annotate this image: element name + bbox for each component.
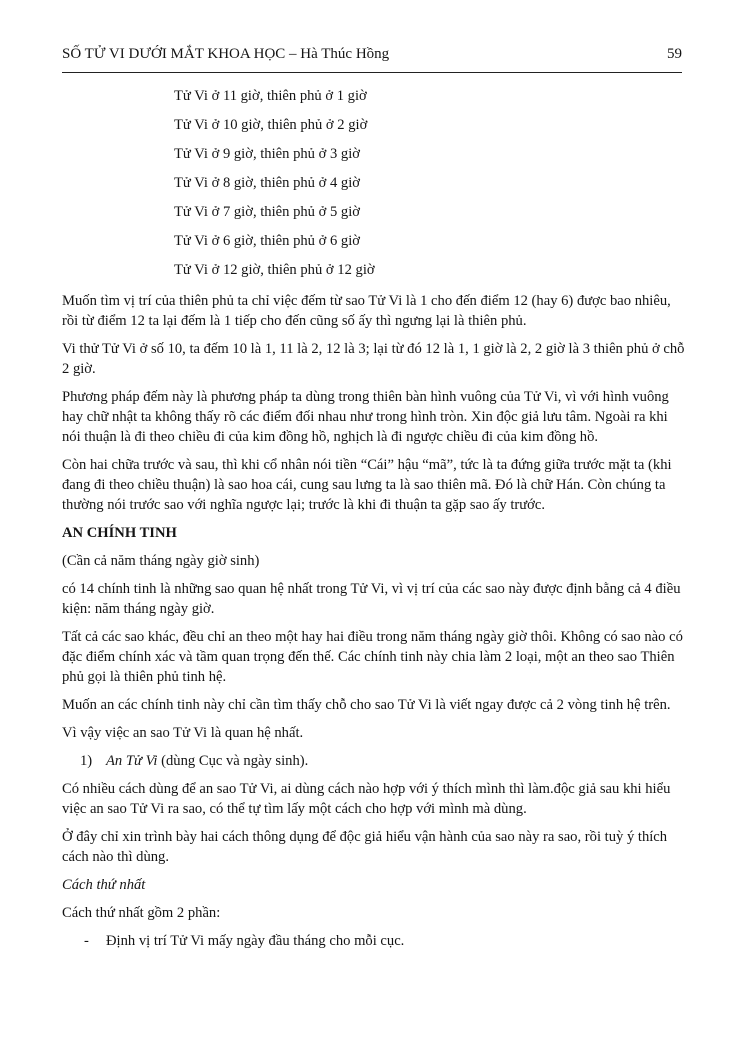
paragraph: Cách thứ nhất gồm 2 phần: [62,905,221,921]
paragraph: Ở đây chỉ xin trình bày hai cách thông dụng để độc giả hiểu vận hành của sao này ra sao, rồi tuỳ ý thích cách nào thì dùng. [62,829,668,865]
subheading: Cách thứ nhất [62,877,146,893]
paragraph: có 14 chính tinh là những sao quan hệ nhất trong Tử Vi, vì vị trí của các sao này được định bằng cả 4 điều kiện: năm tháng ngày giờ. [62,581,681,617]
table-line: Tử Vi ở 6 giờ, thiên phủ ở 6 giờ [174,233,360,249]
paragraph: Muốn an các chính tinh này chỉ cần tìm thấy chỗ cho sao Tử Vi là viết ngay được cả 2 vòng tinh hệ trên. [62,697,671,713]
table-line: Tử Vi ở 9 giờ, thiên phủ ở 3 giờ [174,146,360,162]
dash-item-text: Định vị trí Tử Vi mấy ngày đầu tháng cho mỗi cục. [106,933,405,949]
dash-bullet: - [84,933,89,949]
item-text: (dùng Cục và ngày sinh). [157,753,309,769]
numbered-item [62,751,690,771]
item-number: 1) [80,753,93,769]
item-title: An Tử Vi [106,753,158,769]
paragraph: Muốn tìm vị trí của thiên phủ ta chỉ việc đếm từ sao Tử Vi là 1 cho đến điểm 12 (hay 6) được bao nhiêu, rồi từ điểm 12 ta lại đếm là 1 tiếp cho đến cũng số ấy thì ngưng lại là thiên phủ. [62,293,671,329]
dash-list-item [62,931,690,951]
paragraph: Tất cả các sao khác, đều chỉ an theo một hay hai điều trong năm tháng ngày giờ thôi. Không có sao nào có đặc điểm chính xác và tầm quan trọng đến thế. Các chính tinh này chia làm 2 loại, một an theo sao Thiên phủ gọi là thiên phủ tinh hệ. [62,629,683,685]
paragraph: (Cần cả năm tháng ngày giờ sinh) [62,553,260,569]
paragraph: Vi thử Tử Vi ở số 10, ta đếm 10 là 1, 11 là 2, 12 là 3; lại từ đó 12 là 1, 1 giờ là 2, 2 giờ là 3 thiên phủ ở chỗ 2 giờ. [62,341,685,377]
paragraph: Có nhiều cách dùng để an sao Tử Vi, ai dùng cách nào hợp với ý thích mình thì làm.độc giả sau khi hiểu việc an sao Tử Vi ra sao, có thể tự tìm lấy một cách cho hợp với mình mà dùng. [62,781,671,817]
table-line: Tử Vi ở 12 giờ, thiên phủ ở 12 giờ [174,262,375,278]
page-header [62,46,682,68]
paragraph: Còn hai chữa trước và sau, thì khi cổ nhân nói tiền “Cái” hậu “mã”, tức là ta đứng giữa trước mặt ta (khi đang đi theo chiều thuận) là sao hoa cái, cung sau lưng ta là sao thiên mã. Đó là chữ Hán. Còn chúng ta thường nói trước sao với nghĩa ngược lại; trước là khi đi thuận ta gặp sao ấy trước. [62,457,672,513]
paragraph: Phương pháp đếm này là phương pháp ta dùng trong thiên bàn hình vuông của Tử Vi, vì với hình vuông hay chữ nhật ta không thấy rõ các điểm đối nhau như trong hình tròn. Xin độc giả lưu tâm. Ngoài ra khi nói thuận là đi theo chiều đi của kim đồng hồ, nghịch là đi ngược chiều đi của kim đồng hồ. [62,389,669,445]
running-title: SỐ TỬ VI DƯỚI MẮT KHOA HỌC – Hà Thúc Hồng [62,46,390,62]
table-line: Tử Vi ở 8 giờ, thiên phủ ở 4 giờ [174,175,360,191]
page-body [62,82,690,959]
table-line: Tử Vi ở 11 giờ, thiên phủ ở 1 giờ [174,88,367,104]
position-table [62,82,690,285]
paragraph: Vì vậy việc an sao Tử Vi là quan hệ nhất. [62,725,304,741]
page-number: 59 [667,46,682,62]
table-line: Tử Vi ở 10 giờ, thiên phủ ở 2 giờ [174,117,368,133]
section-heading: AN CHÍNH TINH [62,525,177,541]
table-line: Tử Vi ở 7 giờ, thiên phủ ở 5 giờ [174,204,360,220]
header-rule [62,72,682,73]
